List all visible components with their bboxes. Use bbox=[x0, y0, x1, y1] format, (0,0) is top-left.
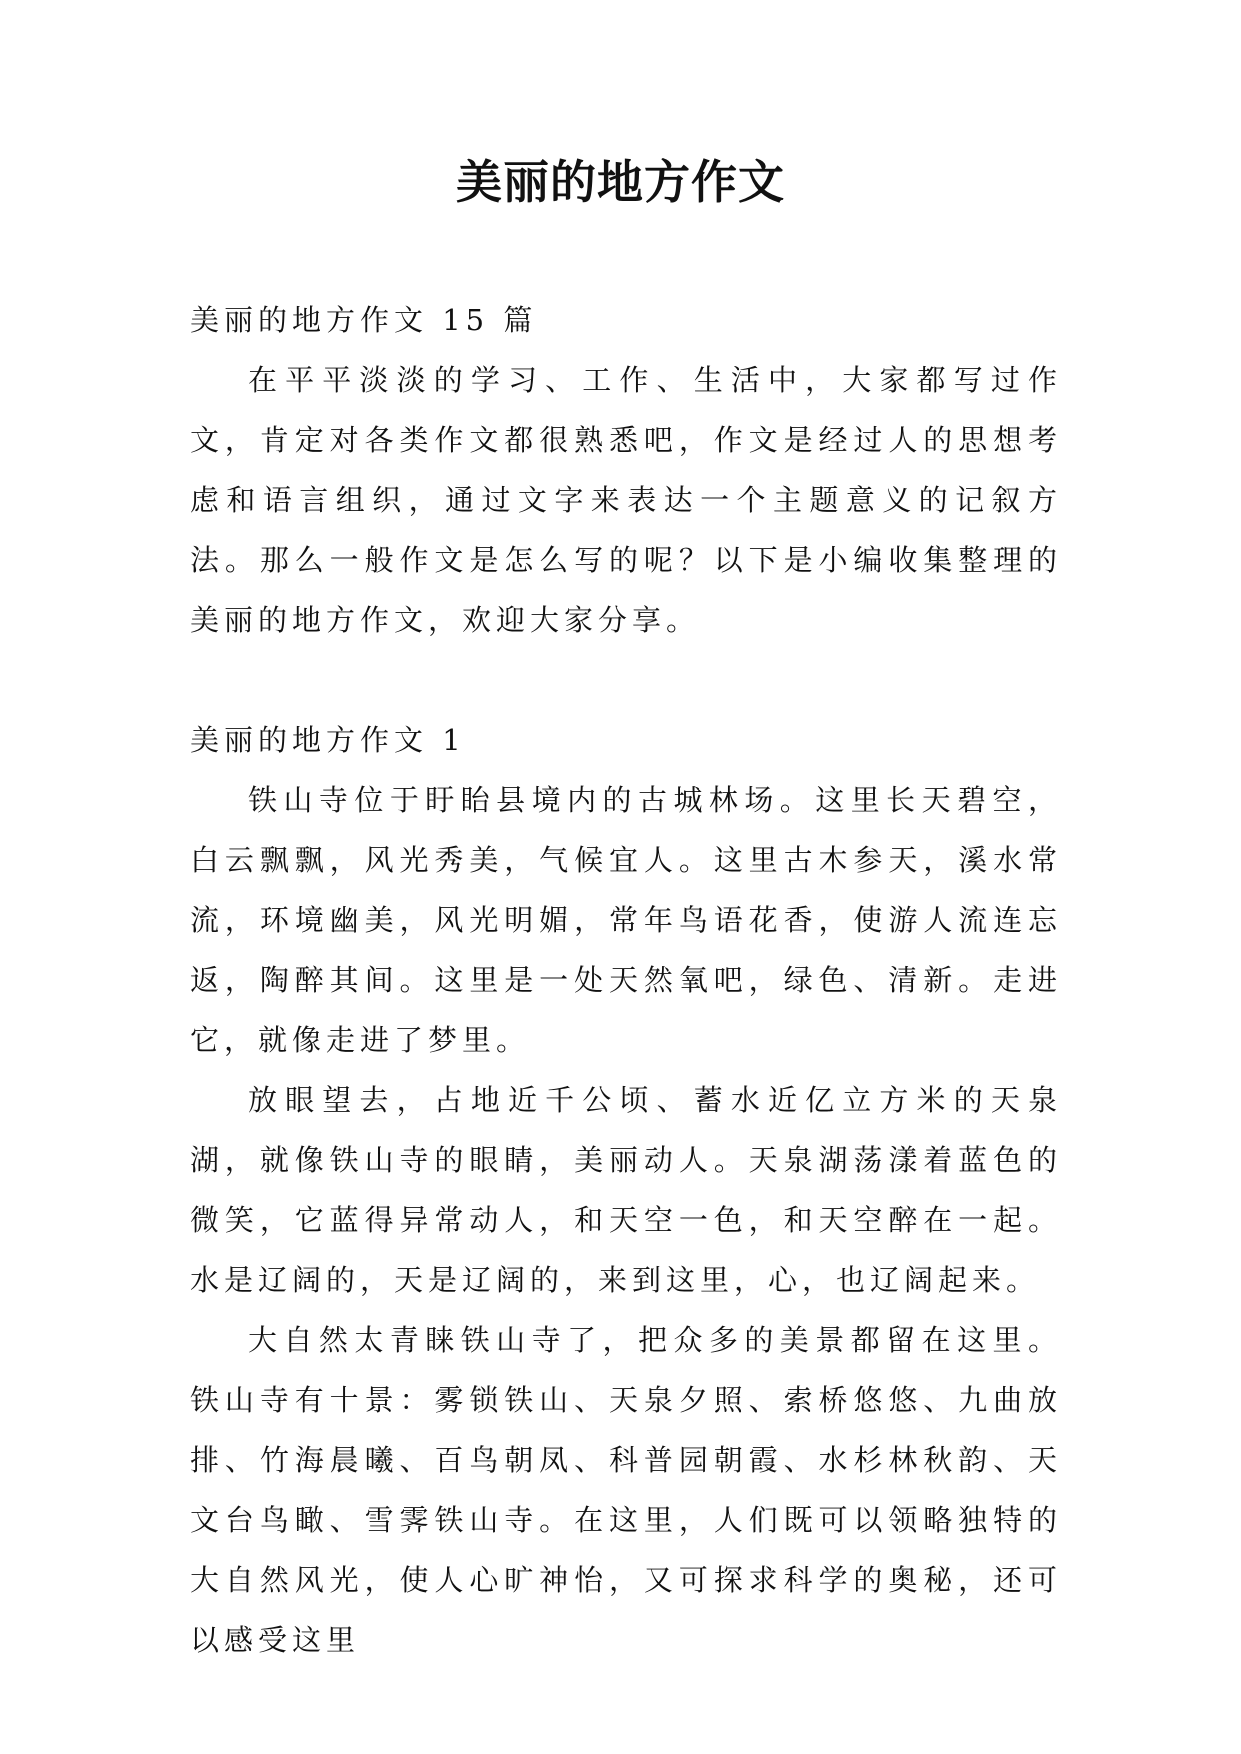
intro-heading: 美丽的地方作文 15 篇 bbox=[190, 303, 538, 337]
intro-paragraph: 在平平淡淡的学习、工作、生活中，大家都写过作文，肯定对各类作文都很熟悉吧，作文是经过人的思想考虑和语言组织，通过文字来表达一个主题意义的记叙方法。那么一般作文是怎么写的呢？以下是小编收集整理的美丽的地方作文，欢迎大家分享。 bbox=[190, 363, 1062, 637]
essay-1-paragraph-2: 放眼望去，占地近千公顷、蓄水近亿立方米的天泉湖，就像铁山寺的眼睛，美丽动人。天泉湖荡漾着蓝色的微笑，它蓝得异常动人，和天空一色，和天空醉在一起。水是辽阔的，天是辽阔的，来到这里，心，也辽阔起来。 bbox=[190, 1083, 1062, 1297]
essay-1-heading: 美丽的地方作文 1 bbox=[190, 723, 466, 757]
document-body bbox=[190, 290, 1062, 1670]
essay-1-paragraph-3: 大自然太青睐铁山寺了，把众多的美景都留在这里。铁山寺有十景：雾锁铁山、天泉夕照、索桥悠悠、九曲放排、竹海晨曦、百鸟朝凤、科普园朝霞、水杉林秋韵、天文台鸟瞰、雪霁铁山寺。在这里，人们既可以领略独特的大自然风光，使人心旷神怡，又可探求科学的奥秘，还可以感受这里 bbox=[190, 1323, 1062, 1657]
document-title: 美丽的地方作文 bbox=[456, 155, 785, 209]
essay-1-paragraph-1: 铁山寺位于盱眙县境内的古城林场。这里长天碧空，白云飘飘，风光秀美，气候宜人。这里古木参天，溪水常流，环境幽美，风光明媚，常年鸟语花香，使游人流连忘返，陶醉其间。这里是一处天然氧吧，绿色、清新。走进它，就像走进了梦里。 bbox=[190, 783, 1062, 1057]
section-spacer bbox=[190, 650, 1062, 710]
